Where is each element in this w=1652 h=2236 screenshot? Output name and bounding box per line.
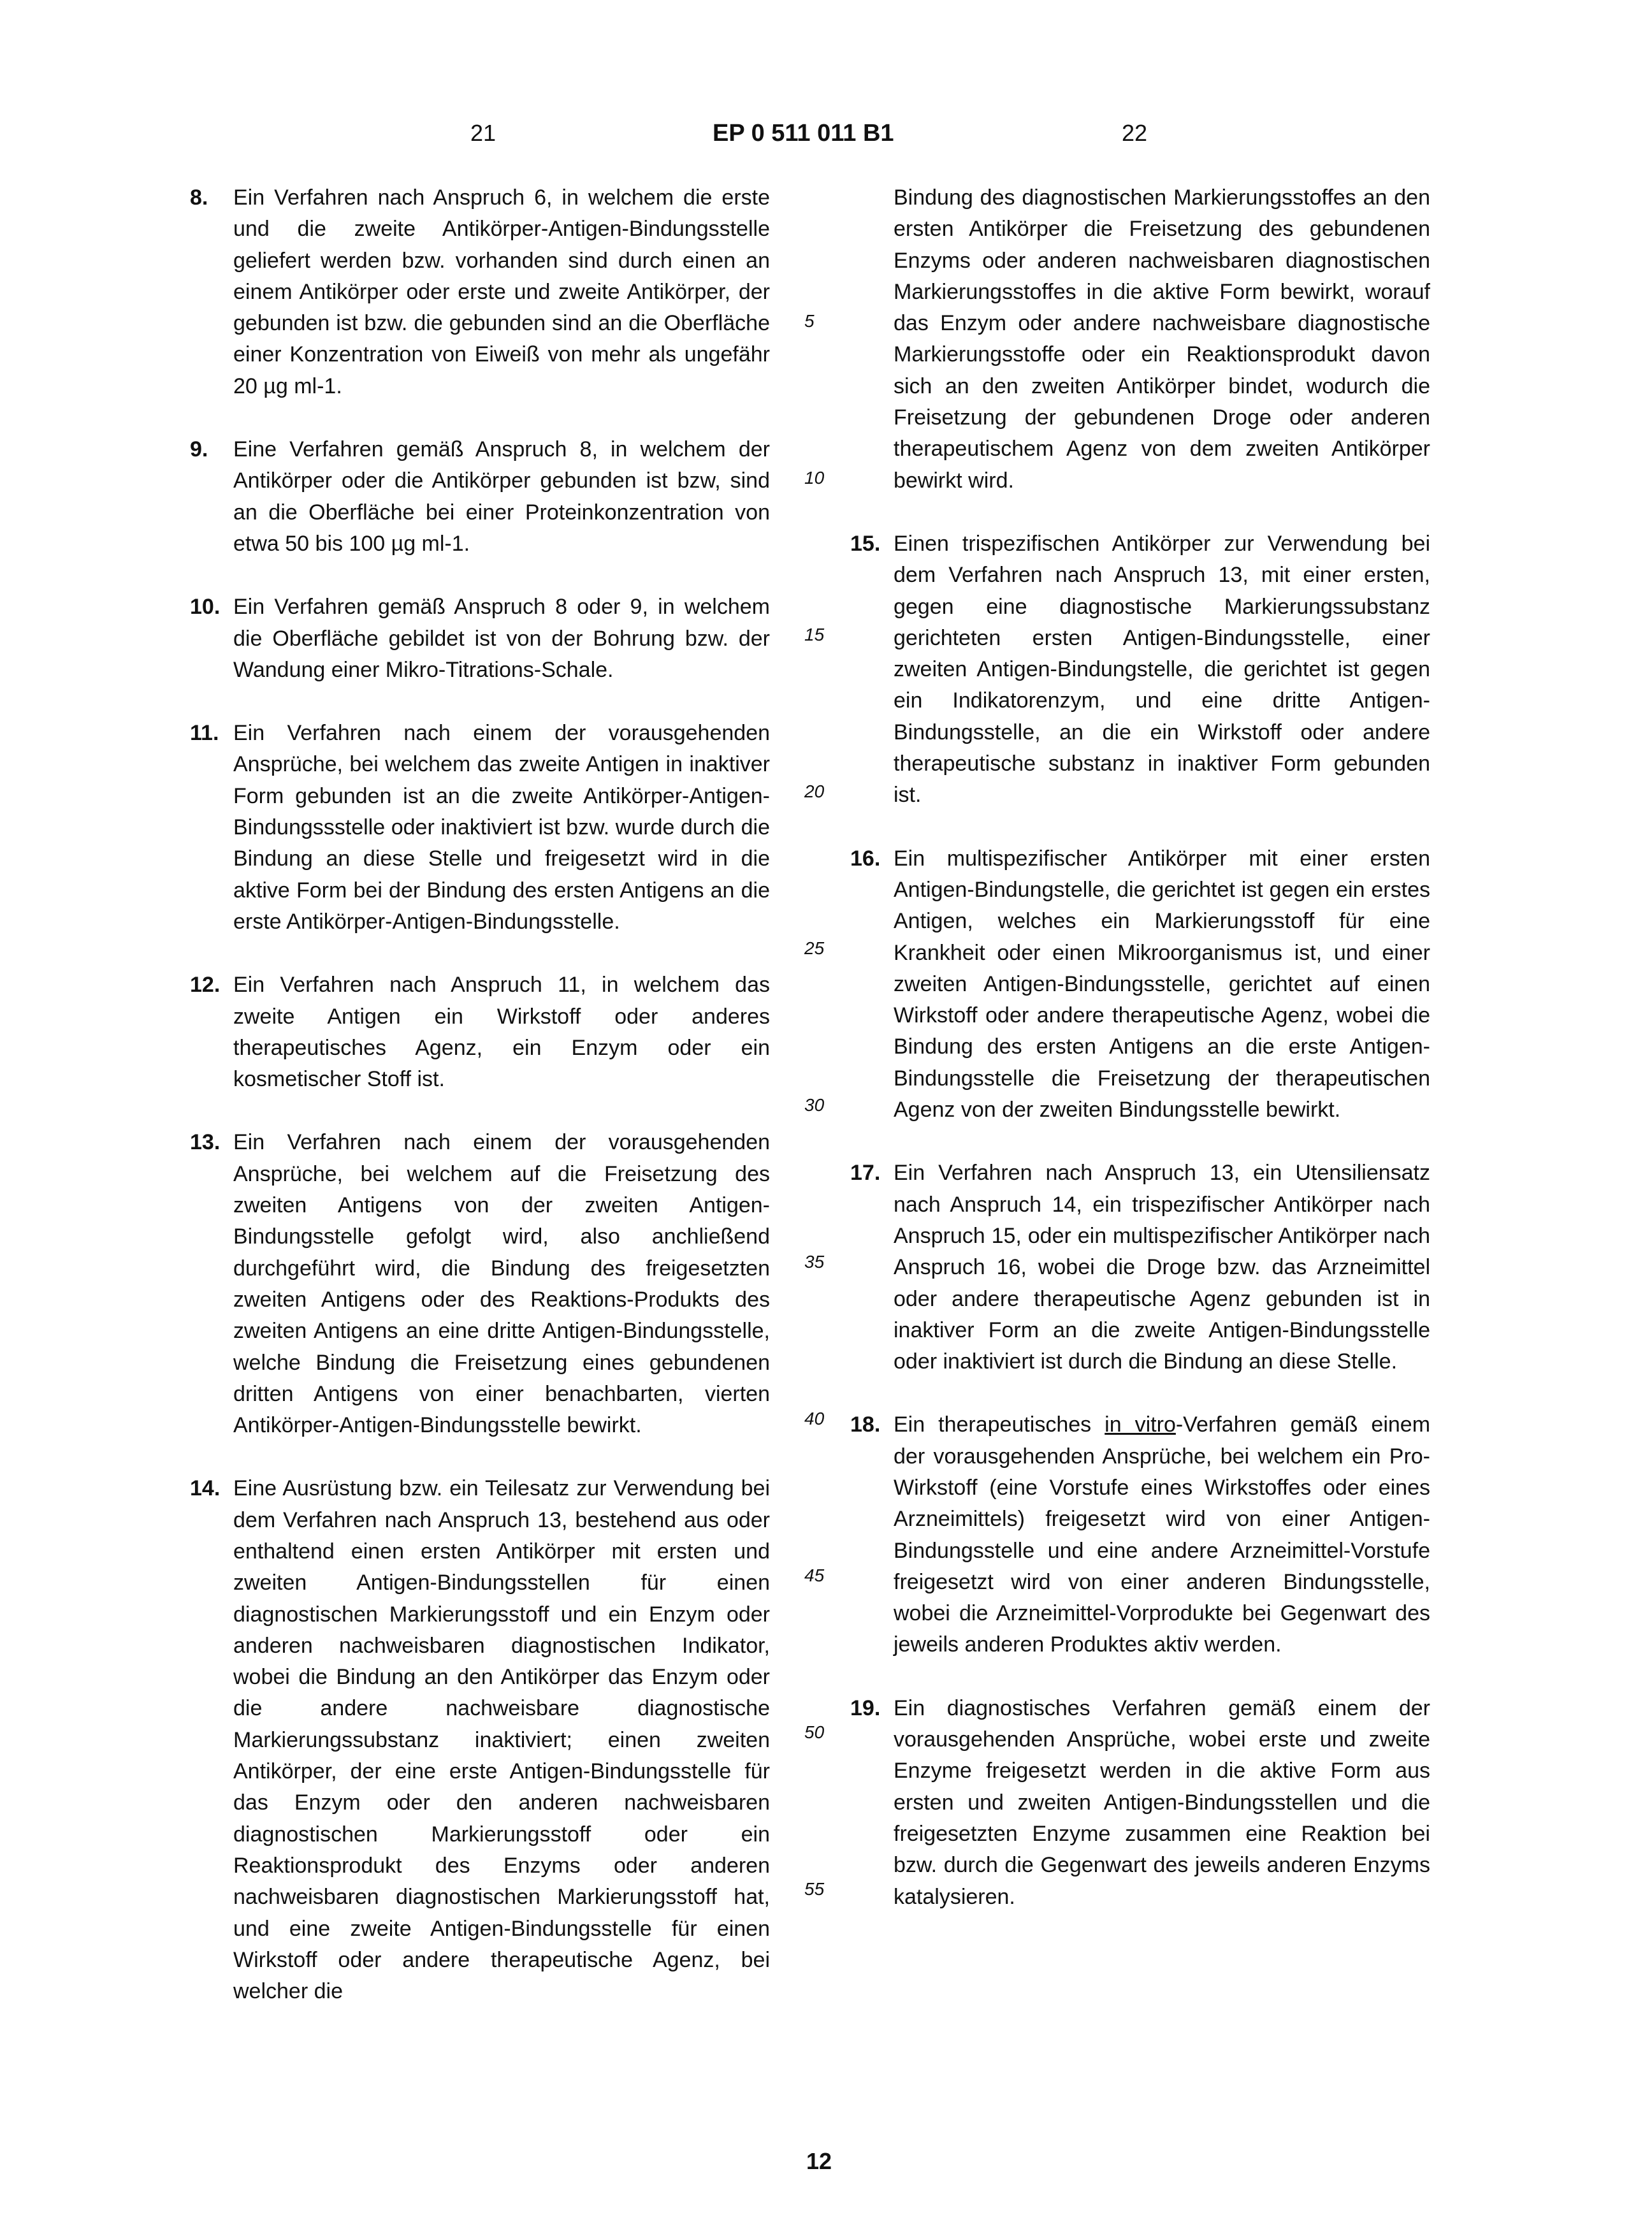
claim-number: 10.	[190, 595, 221, 620]
line-number: 50	[804, 1722, 825, 1742]
page-footer-number: 12	[806, 2148, 832, 2174]
claim-number: 18.	[850, 1412, 881, 1437]
claim-number: 16.	[850, 846, 881, 871]
claim-8	[190, 182, 770, 402]
claim-10	[190, 592, 770, 686]
page-number-left: 21	[470, 120, 496, 146]
claim-text-start: Ein therapeutisches	[894, 1412, 1105, 1437]
claim-12	[190, 969, 770, 1095]
claim-19	[850, 1693, 1430, 1913]
claim-number: 15.	[850, 531, 881, 556]
line-number: 35	[804, 1252, 825, 1272]
claim-text: Ein Verfahren nach Anspruch 13, ein Utensiliensatz nach Anspruch 14, ein trispezifischer Antikörper nach Anspruch 15, oder ein multispezifischer Antikörper nach Anspruch 16, wobei die Droge bzw. das Arzneimittel oder andere therapeutische Agenz gebunden ist in inaktiver Form an die zweite Antigen-Bindungsstelle oder inaktiviert ist durch die Bindung an diese Stelle.	[894, 1161, 1430, 1374]
claim-text: Ein multispezifischer Antikörper mit einer ersten Antigen-Bindungstelle, die gerichtet ist gegen ein erstes Antigen, welches ein Markierungsstoff für eine Krankheit oder einen Mikroorganismus ist, und einer zweiten Antigen-Bindungsstelle, gerichtet auf einen Wirkstoff oder andere therapeutische Agenz, wobei die Bindung des ersten Antigens an die erste Antigen-Bindungsstelle die Freisetzung der therapeutischen Agenz von der zweiten Bindungsstelle bewirkt.	[894, 846, 1430, 1122]
claim-text: Ein Verfahren nach Anspruch 6, in welchem die erste und die zweite Antikörper-Antigen-Bindungsstelle geliefert werden bzw. vorhanden sind durch einen an einem Antikörper oder erste und zweite Antikörper, der gebunden ist bzw. die gebunden sind an die Oberfläche einer Konzentration von Eiweiß von mehr als ungefähr 20 µg ml-1.	[233, 185, 770, 398]
claim-number: 8.	[190, 185, 208, 210]
claim-number: 13.	[190, 1130, 221, 1155]
claim-text: Ein Verfahren nach einem der vorausgehenden Ansprüche, bei welchem auf die Freisetzung des zweiten Antigens von der zweiten Antigen-Bindungsstelle gefolgt wird, also anchließend durchgeführt wird, die Bindung des freigesetzten zweiten Antigens oder des Reaktions-Produkts des zweiten Antigens an eine dritte Antigen-Bindungsstelle, welche Bindung die Freisetzung eines gebundenen dritten Antigens von einer benachbarten, vierten Antikörper-Antigen-Bindungsstelle bewirkt.	[233, 1130, 770, 1438]
claim-number: 12.	[190, 973, 221, 998]
line-number: 25	[804, 938, 825, 958]
document-number: EP 0 511 011 B1	[713, 120, 894, 147]
line-number: 45	[804, 1565, 825, 1585]
line-number: 20	[804, 781, 825, 801]
claim-17	[850, 1158, 1430, 1377]
line-number: 15	[804, 625, 825, 644]
claim-text: Einen trispezifischen Antikörper zur Verwendung bei dem Verfahren nach Anspruch 13, mit einer ersten, gegen eine diagnostische Markierungssubstanz gerichteten ersten Antigen-Bindungsstelle, einer zweiten Antigen-Bindungstelle, die gerichtet ist gegen ein Indikatorenzym, und eine dritte Antigen-Bindungsstelle, an die ein Wirkstoff oder andere therapeutische substanz in inaktiver Form gebunden ist.	[894, 531, 1430, 808]
claim-text: Ein Verfahren nach Anspruch 11, in welchem das zweite Antigen ein Wirkstoff oder anderes therapeutisches Agenz, ein Enzym oder ein kosmetischer Stoff ist.	[233, 973, 770, 1092]
left-column	[190, 182, 770, 2039]
underlined-term: in vitro	[1105, 1412, 1176, 1437]
claim-text: Ein Verfahren gemäß Anspruch 8 oder 9, in welchem die Oberfläche gebildet ist von der Bohrung bzw. der Wandung einer Mikro-Titrations-Schale.	[233, 595, 770, 682]
claim-16	[850, 843, 1430, 1126]
line-number: 10	[804, 468, 825, 488]
claim-text: Eine Verfahren gemäß Anspruch 8, in welchem der Antikörper oder die Antikörper gebunden ist bzw, sind an die Oberfläche bei einer Proteinkonzentration von etwa 50 bis 100 µg ml-1.	[233, 437, 770, 556]
claim-14-continuation: Bindung des diagnostischen Markierungsstoffes an den ersten Antikörper die Freisetzung des gebundenen Enzyms oder anderen nachweisbaren diagnostischen Markierungsstoffes in die aktive Form bewirkt, worauf das Enzym oder andere nachweisbare diagnostische Markierungsstoffe oder ein Reaktionsprodukt davon sich an den zweiten Antikörper bindet, wodurch die Freisetzung der gebundenen Droge oder anderen therapeutischem Agenz von dem zweiten Antikörper bewirkt wird.	[894, 185, 1430, 493]
claim-15	[850, 528, 1430, 811]
claim-11	[190, 718, 770, 938]
claim-14	[190, 1473, 770, 2007]
claim-text: Eine Ausrüstung bzw. ein Teilesatz zur Verwendung bei dem Verfahren nach Anspruch 13, bestehend aus oder enthaltend einen ersten Antikörper mit ersten und zweiten Antigen-Bindungsstellen für einen diagnostischen Markierungsstoff und ein Enzym oder anderen nachweisbaren diagnostischen Indikator, wobei die Bindung an den Antikörper das Enzym oder die andere nachweisbare diagnostische Markierungssubstanz inaktiviert; einen zweiten Antikörper, der eine erste Antigen-Bindungsstelle für das Enzym oder den anderen nachweisbaren diagnostischen Markierungsstoff oder ein Reaktionsprodukt des Enzyms oder anderen nachweisbaren diagnostischen Markierungsstoff hat, und eine zweite Antigen-Bindungsstelle für einen Wirkstoff oder andere therapeutische Agenz, bei welcher die	[233, 1476, 770, 2004]
claim-number: 17.	[850, 1161, 881, 1186]
claim-text: Ein Verfahren nach einem der vorausgehenden Ansprüche, bei welchem das zweite Antigen in inaktiver Form gebunden ist an die zweite Antikörper-Antigen-Bindungssstelle oder inaktiviert ist bzw. wurde durch die Bindung an diese Stelle und freigesetzt wird in die aktive Form bei der Bindung des ersten Antigens an die erste Antikörper-Antigen-Bindungsstelle.	[233, 721, 770, 934]
right-column	[850, 182, 1430, 1945]
page-number-right: 22	[1122, 120, 1148, 146]
claim-text: Ein diagnostisches Verfahren gemäß einem der vorausgehenden Ansprüche, wobei erste und zweite Enzyme freigesetzt werden in die aktive Form aus ersten und zweiten Antigen-Bindungsstellen und die freigesetzten Enzyme zusammen eine Reaktion bei bzw. durch die Gegenwart des jeweils anderen Enzyms katalysieren.	[894, 1695, 1430, 1909]
line-number: 55	[804, 1879, 825, 1899]
claim-13	[190, 1127, 770, 1441]
claim-number: 19.	[850, 1695, 881, 1720]
line-number: 5	[804, 311, 815, 331]
claim-number: 14.	[190, 1476, 221, 1501]
claim-number: 11.	[190, 721, 219, 746]
claim-text-end: -Verfahren gemäß einem der vorausgehenden Ansprüche, bei welchem ein Pro-Wirkstoff (eine Vorstufe eines Wirkstoffes oder eines Arzneimittels) freigesetzt wird von einer Antigen-Bindungsstelle und eine andere Arzneimittel-Vorstufe freigesetzt wird von einer anderen Bindungsstelle, wobei die Arzneimittel-Vorprodukte bei Gegenwart des jeweils anderen Produktes aktiv werden.	[894, 1412, 1431, 1657]
claim-18	[850, 1409, 1430, 1660]
line-number: 30	[804, 1095, 825, 1115]
claim-number: 9.	[190, 437, 208, 462]
claim-text	[894, 1409, 1430, 1660]
claim-9	[190, 434, 770, 560]
line-number: 40	[804, 1409, 825, 1428]
